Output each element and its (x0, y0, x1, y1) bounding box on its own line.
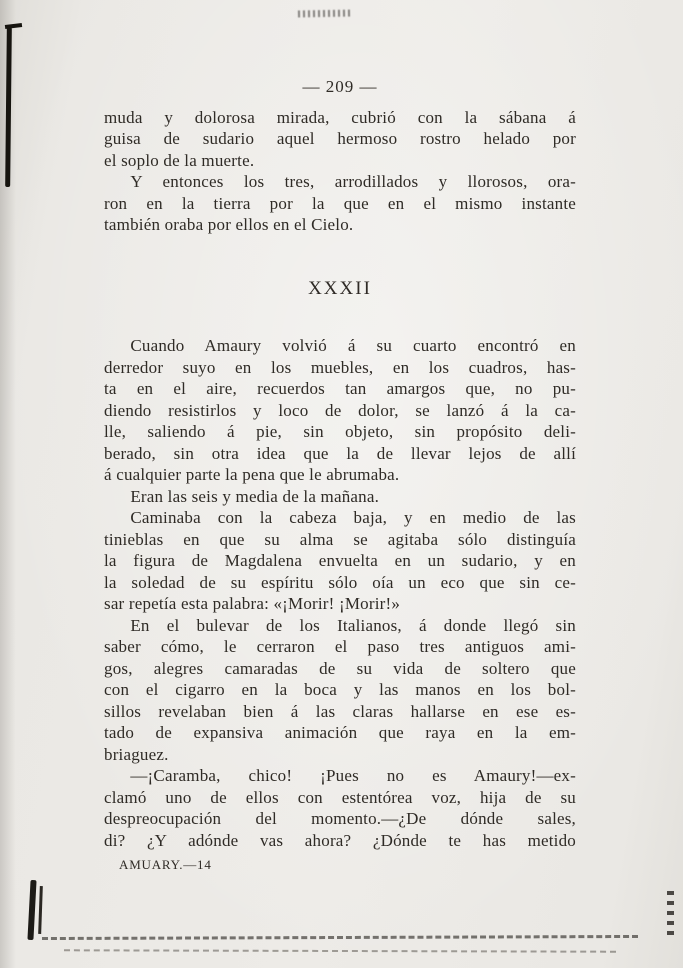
text-line: diendo resistirlos y loco de dolor, se lanzó á la ca- (104, 400, 576, 420)
text-line: clamó uno de ellos con estentórea voz, hija de su (104, 787, 576, 807)
scan-edge-dashed-line (42, 935, 638, 940)
text-line: briaguez. (104, 744, 169, 764)
signature-mark: AMUARY.—14 (119, 857, 212, 872)
text-line: gos, alegres camaradas de su vida de soltero que (104, 658, 576, 678)
text-line: la soledad de su espíritu sólo oía un eco que sin ce- (104, 572, 576, 592)
paragraph (104, 107, 576, 172)
text-line: derredor suyo en los muebles, en los cuadros, has- (104, 357, 576, 377)
paragraph (104, 486, 576, 508)
text-line: tinieblas en que su alma se agitaba sólo distinguía (104, 529, 576, 549)
scan-margin-line-artifact (5, 27, 12, 187)
text-line: con el cigarro en la boca y las manos en los bol- (104, 680, 576, 699)
text-line: saber cómo, le cerraron el paso tres antiguos ami- (104, 637, 576, 656)
ink-blot-artifact (38, 886, 43, 934)
text-line: muda y dolorosa mirada, cubrió con la sábana á (104, 107, 576, 127)
paragraph (104, 507, 576, 615)
text-line: el soplo de la muerte. (104, 150, 255, 170)
paragraph (104, 765, 576, 851)
ink-blot-artifact (27, 880, 36, 940)
scan-edge-dashed-line (64, 949, 616, 952)
text-line: guisa de sudario aquel hermoso rostro helado por (104, 129, 576, 148)
text-line: —¡Caramba, chico! ¡Pues no es Amaury!—ex- (130, 766, 576, 785)
page-edge-shadow (0, 0, 16, 968)
paragraph (104, 615, 576, 766)
text-line: Caminaba con la cabeza baja, y en medio de las (130, 508, 576, 527)
page-number: — 209 — (302, 77, 378, 96)
text-line: di? ¿Y adónde vas ahora? ¿Dónde te has metido (104, 830, 576, 850)
text-line: tado de expansiva animación que raya en la em- (104, 723, 576, 742)
text-line: En el bulevar de los Italianos, á donde llegó sin (130, 615, 576, 635)
text-line: berado, sin otra idea que la de llevar lejos de allí (104, 443, 576, 463)
text-line: también oraba por ellos en el Cielo. (104, 215, 354, 234)
text-line: ron en la tierra por la que en el mismo instante (104, 193, 576, 213)
paragraph (104, 171, 576, 236)
scan-margin-corner-artifact (5, 23, 22, 29)
text-line: sar repetía esta palabra: «¡Morir! ¡Morir!» (104, 594, 401, 613)
text-line: Eran las seis y media de la mañana. (130, 486, 380, 506)
text-line: la figura de Magdalena envuelta en un sudario, y en (104, 551, 576, 570)
text-line: despreocupación del momento.—¿De dónde sales, (104, 809, 576, 828)
text-line: lle, saliendo á pie, sin objeto, sin propósito deli- (104, 422, 576, 441)
text-line: á cualquier parte la pena que le abrumaba. (104, 465, 400, 484)
text-line: Y entonces los tres, arrodillados y llorosos, ora- (130, 172, 576, 191)
paragraph (104, 335, 576, 486)
text-line: sillos revelaban bien á las claras hallarse en ese es- (104, 701, 576, 721)
text-column (104, 0, 576, 876)
chapter-heading: XXXII (308, 277, 372, 299)
scan-edge-marks (667, 891, 674, 937)
text-line: ta en el aire, recuerdos tan amargos que, no pu- (104, 379, 576, 398)
text-line: Cuando Amaury volvió á su cuarto encontró en (130, 336, 576, 355)
